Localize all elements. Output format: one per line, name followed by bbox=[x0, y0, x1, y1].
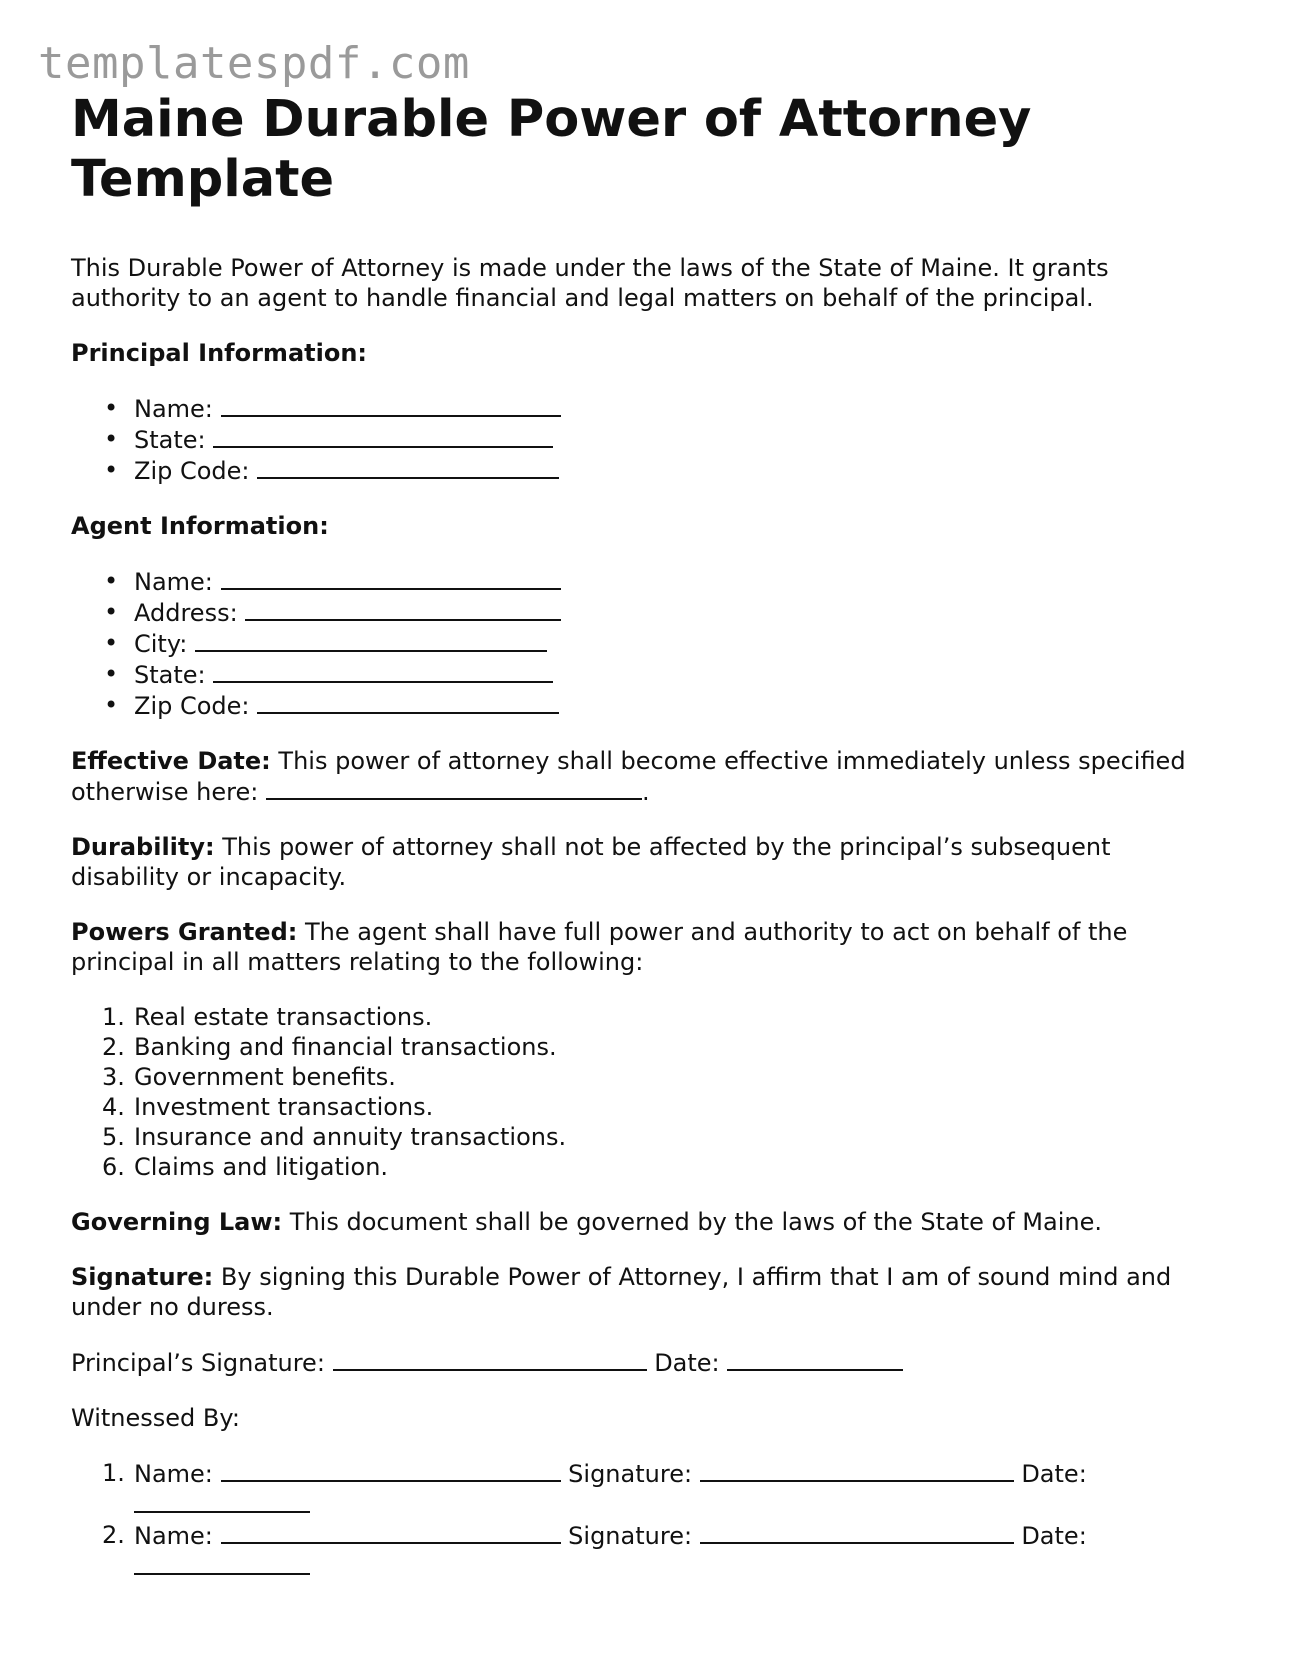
field-label: Zip Code: bbox=[134, 457, 250, 485]
principal-zip-blank[interactable] bbox=[257, 455, 559, 479]
principal-date-blank[interactable] bbox=[727, 1347, 903, 1371]
agent-zip-field bbox=[71, 690, 1221, 721]
list-number: 1. bbox=[102, 1459, 125, 1487]
field-label: Address: bbox=[134, 599, 238, 627]
list-text: Claims and litigation. bbox=[134, 1153, 389, 1181]
powers-paragraph bbox=[71, 917, 1191, 977]
agent-name-field bbox=[71, 566, 1221, 597]
effective-date-blank[interactable] bbox=[266, 776, 642, 800]
witness-date-blank[interactable] bbox=[134, 1551, 310, 1575]
governing-law-text: This document shall be governed by the laws of the State of Maine. bbox=[289, 1208, 1102, 1236]
list-item bbox=[71, 1152, 1221, 1182]
principal-name-blank[interactable] bbox=[221, 393, 561, 417]
witness-signature-blank[interactable] bbox=[700, 1458, 1014, 1482]
agent-fields bbox=[71, 566, 1221, 721]
list-number: 4. bbox=[102, 1093, 125, 1121]
principal-zip-field bbox=[71, 455, 1221, 486]
witness-signature-label: Signature: bbox=[568, 1522, 693, 1550]
list-number: 2. bbox=[102, 1033, 125, 1061]
witness-item bbox=[71, 1520, 1221, 1582]
watermark: templatespdf.com bbox=[38, 38, 470, 89]
list-text: Real estate transactions. bbox=[134, 1003, 433, 1031]
witness-name-blank[interactable] bbox=[221, 1520, 561, 1544]
principal-signature-line bbox=[71, 1347, 1191, 1378]
witness-signature-label: Signature: bbox=[568, 1460, 693, 1488]
principal-date-label: Date: bbox=[654, 1349, 720, 1377]
witness-name-blank[interactable] bbox=[221, 1458, 561, 1482]
document-body bbox=[71, 90, 1221, 1582]
powers-list bbox=[71, 1002, 1221, 1182]
agent-state-blank[interactable] bbox=[213, 659, 553, 683]
list-item bbox=[71, 1062, 1221, 1092]
agent-name-blank[interactable] bbox=[221, 566, 561, 590]
list-text: Government benefits. bbox=[134, 1063, 396, 1091]
agent-zip-blank[interactable] bbox=[257, 690, 559, 714]
effective-date-paragraph bbox=[71, 746, 1191, 807]
witness-item bbox=[71, 1458, 1221, 1520]
field-label: Name: bbox=[134, 395, 213, 423]
list-item bbox=[71, 1032, 1221, 1062]
governing-law-paragraph bbox=[71, 1207, 1191, 1237]
list-number: 3. bbox=[102, 1063, 125, 1091]
list-number: 1. bbox=[102, 1003, 125, 1031]
witness-name-label: Name: bbox=[134, 1522, 213, 1550]
list-text: Banking and financial transactions. bbox=[134, 1033, 557, 1061]
principal-state-field bbox=[71, 424, 1221, 455]
field-label: State: bbox=[134, 661, 206, 689]
field-label: Name: bbox=[134, 568, 213, 596]
list-number: 2. bbox=[102, 1521, 125, 1549]
agent-heading: Agent Information: bbox=[71, 512, 329, 540]
agent-address-blank[interactable] bbox=[245, 597, 561, 621]
effective-date-end: . bbox=[641, 778, 650, 806]
witness-date-blank[interactable] bbox=[134, 1489, 310, 1513]
field-label: City: bbox=[134, 630, 188, 658]
list-item bbox=[71, 1122, 1221, 1152]
governing-law-label: Governing Law: bbox=[71, 1208, 283, 1236]
witness-heading: Witnessed By: bbox=[71, 1404, 240, 1432]
signature-label: Signature: bbox=[71, 1263, 214, 1291]
list-item bbox=[71, 1002, 1221, 1032]
witness-signature-blank[interactable] bbox=[700, 1520, 1014, 1544]
list-number: 6. bbox=[102, 1153, 125, 1181]
agent-address-field bbox=[71, 597, 1221, 628]
principal-fields bbox=[71, 393, 1221, 486]
durability-label: Durability: bbox=[71, 833, 215, 861]
witness-list bbox=[71, 1458, 1221, 1582]
page-title: Maine Durable Power of Attorney Template bbox=[71, 90, 1032, 209]
witness-name-label: Name: bbox=[134, 1460, 213, 1488]
signature-paragraph bbox=[71, 1262, 1191, 1322]
powers-label: Powers Granted: bbox=[71, 918, 298, 946]
intro-paragraph: This Durable Power of Attorney is made under the laws of the State of Maine. It grants authority to an agent to handle financial and legal matters on behalf of the principal. bbox=[71, 254, 1109, 312]
powers-text: The agent shall have full power and authority to act on behalf of the principal in all matters relating to the following: bbox=[71, 918, 1128, 976]
signature-text: By signing this Durable Power of Attorney, I affirm that I am of sound mind and under no duress. bbox=[71, 1263, 1172, 1321]
list-item bbox=[71, 1092, 1221, 1122]
list-text: Investment transactions. bbox=[134, 1093, 434, 1121]
durability-text: This power of attorney shall not be affected by the principal’s subsequent disability or incapacity. bbox=[71, 833, 1111, 891]
effective-date-label: Effective Date: bbox=[71, 747, 271, 775]
list-text: Insurance and annuity transactions. bbox=[134, 1123, 567, 1151]
durability-paragraph bbox=[71, 832, 1191, 892]
principal-signature-blank[interactable] bbox=[333, 1347, 647, 1371]
agent-state-field bbox=[71, 659, 1221, 690]
principal-state-blank[interactable] bbox=[213, 424, 553, 448]
effective-date-text: This power of attorney shall become effective immediately unless specified otherwise here: bbox=[71, 747, 1186, 806]
list-number: 5. bbox=[102, 1123, 125, 1151]
principal-heading: Principal Information: bbox=[71, 339, 368, 367]
witness-date-label: Date: bbox=[1021, 1460, 1087, 1488]
field-label: State: bbox=[134, 426, 206, 454]
principal-name-field bbox=[71, 393, 1221, 424]
agent-city-field bbox=[71, 628, 1221, 659]
witness-date-label: Date: bbox=[1021, 1522, 1087, 1550]
principal-signature-label: Principal’s Signature: bbox=[71, 1349, 325, 1377]
field-label: Zip Code: bbox=[134, 692, 250, 720]
agent-city-blank[interactable] bbox=[195, 628, 547, 652]
